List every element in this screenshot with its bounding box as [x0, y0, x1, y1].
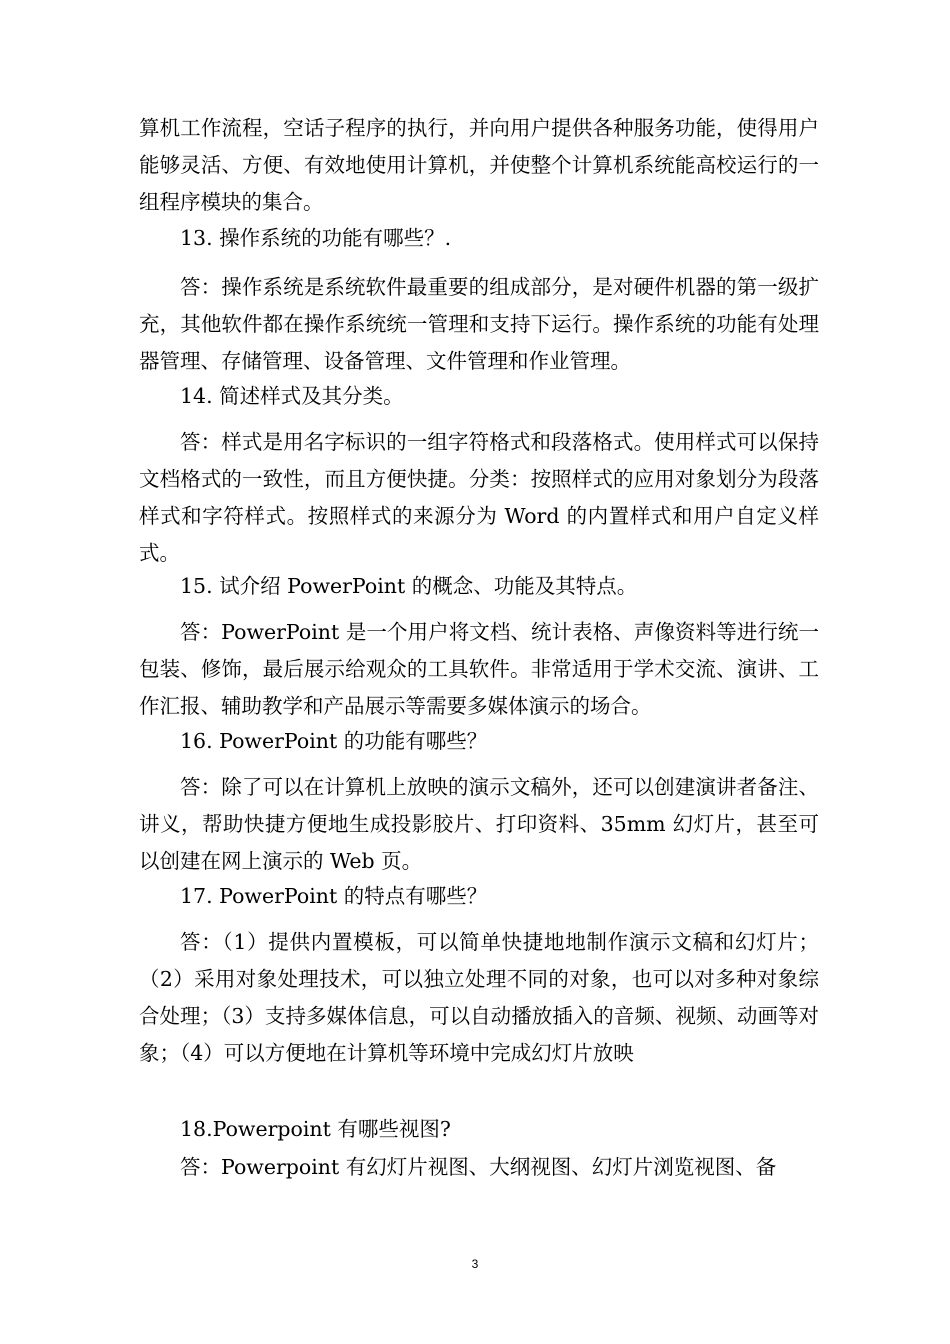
question-16: 16. PowerPoint 的功能有哪些？	[180, 729, 488, 753]
answer-18: 答：Powerpoint 有幻灯片视图、大纲视图、幻灯片浏览视图、备	[180, 1155, 777, 1179]
question-17: 17. PowerPoint 的特点有哪些？	[180, 884, 488, 908]
answer-14: 答：样式是用名字标识的一组字符格式和段落格式。使用样式可以保持文档格式的一致性，而且方便快捷。分类：按照样式的应用对象划分为段落样式和字符样式。按照样式的来源分为 Word 的内置样式和用户自定义样式。	[139, 430, 819, 565]
paragraph-continuation: 算机工作流程，空话子程序的执行，并向用户提供各种服务功能，使得用户能够灵活、方便、有效地使用计算机，并使整个计算机系统能高校运行的一组程序模块的集合。	[139, 116, 819, 214]
answer-15: 答：PowerPoint 是一个用户将文档、统计表格、声像资料等进行统一包装、修饰，最后展示给观众的工具软件。非常适用于学术交流、演讲、工作汇报、辅助教学和产品展示等需要多媒体演示的场合。	[139, 620, 819, 718]
question-18: 18.Powerpoint 有哪些视图?	[180, 1117, 451, 1141]
question-14: 14. 简述样式及其分类。	[180, 384, 404, 408]
answer-16: 答：除了可以在计算机上放映的演示文稿外，还可以创建演讲者备注、讲义，帮助快捷方便地生成投影胶片、打印资料、35mm 幻灯片，甚至可以创建在网上演示的 Web 页。	[139, 775, 819, 873]
question-15: 15. 试介绍 PowerPoint 的概念、功能及其特点。	[180, 574, 638, 598]
answer-13: 答：操作系统是系统软件最重要的组成部分，是对硬件机器的第一级扩充，其他软件都在操作系统统一管理和支持下运行。操作系统的功能有处理器管理、存储管理、设备管理、文件管理和作业管理。	[139, 275, 819, 373]
page-number: 3	[471, 1257, 479, 1271]
question-13: 13. 操作系统的功能有哪些？.	[180, 226, 452, 250]
answer-17: 答：（1）提供内置模板，可以简单快捷地地制作演示文稿和幻灯片；（2）采用对象处理技术，可以独立处理不同的对象，也可以对多种对象综合处理；（3）支持多媒体信息，可以自动播放插入的音频、视频、动画等对象；（4）可以方便地在计算机等环境中完成幻灯片放映	[139, 930, 819, 1065]
